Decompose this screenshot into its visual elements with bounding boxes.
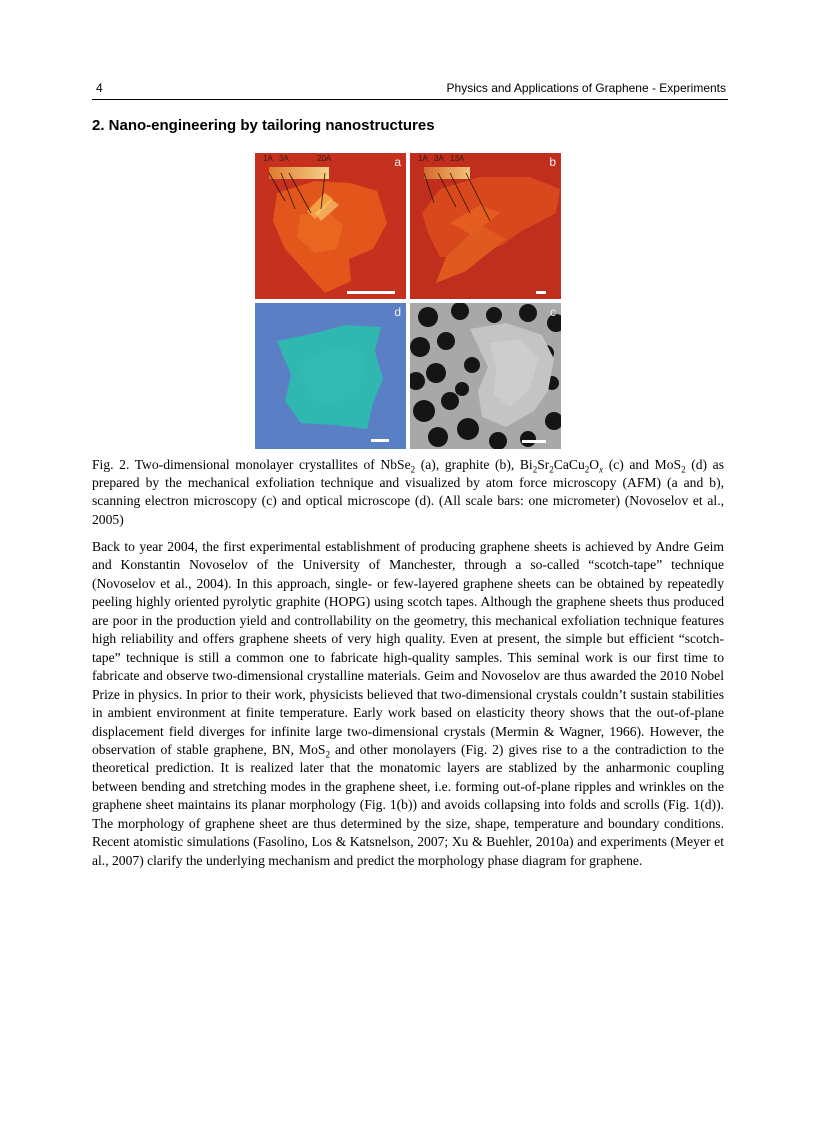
caption-text: Sr (537, 457, 550, 472)
section-title: 2. Nano-engineering by tailoring nanostructures (92, 117, 435, 134)
afm-image-a (255, 153, 406, 299)
body-paragraph (92, 538, 724, 870)
figure-2 (255, 153, 561, 449)
scale-tick-label: 3A (434, 154, 444, 163)
caption-text: (d) as prepared by the mechanical exfoliation technique and visualized by atom force microscopy (AFM) (a and b), scanning electron microscopy (c) and optical microscope (d). (All scale bars: one micrometer) (Novoselov et al., 2005) (92, 457, 724, 527)
afm-image-b (410, 153, 561, 299)
scale-tick-label: 20A (317, 154, 332, 163)
figure-caption (92, 456, 724, 529)
scale-bar (522, 440, 546, 443)
scale-tick-label: 1A (418, 154, 428, 163)
caption-text: CaCu (553, 457, 585, 472)
paragraph-text: and other monolayers (Fig. 2) gives rise to a the contradiction to the theoretical prediction. It is realized later that the monatomic layers are stablized by the anharmonic coupling between bending and stretching modes in the graphene sheet, i.e. forming out-of-plane ripples and wrinkles on the graphene sheet maintains its planar morphology (Fig. 1(b)) and avoids collapsing into folds and scrolls (Fig. 1(d)). The morphology of graphene sheet are thus determined by the size, shape, temperature and boundary conditions. Recent atomistic simulations (Fasolino, Los & Katsnelson, 2007; Xu & Buehler, 2010a) and experiments (Meyer et al., 2007) clarify the underlying mechanism and predict the morphology phase diagram for graphene. (92, 741, 724, 868)
caption-subscript: 2 (549, 464, 554, 475)
caption-text: (c) and MoS (603, 457, 682, 472)
sem-image-c (410, 303, 561, 449)
optical-image-d (255, 303, 406, 449)
panel-d-optical-image (255, 303, 406, 449)
scale-bar (347, 291, 395, 294)
caption-subscript: 2 (532, 464, 538, 475)
panel-label: a (394, 155, 401, 169)
scale-bar (371, 439, 389, 442)
scale-bar (536, 291, 546, 294)
panel-label: b (549, 155, 556, 169)
page-number: 4 (96, 81, 103, 95)
caption-subscript: 2 (584, 464, 590, 475)
panel-b-afm-image (410, 153, 561, 299)
panel-c-sem-image (410, 303, 561, 449)
panel-a-afm-image (255, 153, 406, 299)
paragraph-subscript: 2 (325, 749, 330, 760)
panel-label: c (550, 305, 556, 319)
caption-subscript: x (599, 464, 604, 475)
scale-tick-label: 3A (279, 154, 289, 163)
caption-text: Fig. 2. Two-dimensional monolayer crystallites of NbSe (92, 457, 411, 472)
caption-text: O (589, 457, 600, 472)
caption-subscript: 2 (681, 464, 686, 475)
caption-text: (a), graphite (b), Bi (415, 457, 533, 472)
running-header (92, 80, 728, 100)
paragraph-text: Back to year 2004, the first experimental establishment of producing graphene sheets is achieved by Andre Geim and Konstantin Novoselov of the University of Manchester, through a so-called “scotch-tape” technique (Novoselov et al., 2004). In this approach, single- or few-layered graphene sheets can be obtained by repeatedly peeling highly oriented pyrolytic graphite (HOPG) using scotch tapes. Although the graphene sheets thus produced are poor in the production yield and controllability on the geometry, this mechanical exfoliation technique features high reliability and offers graphene sheets of very high quality. Even at present, the simple but efficient “scotch-tape” technique is still a common one to fabricate high-quality samples. This seminal work is our first time to fabricate and observe two-dimensional crystalline materials. Geim and Novoselov are thus awarded the 2010 Nobel Prize in physics. In prior to their work, physicists believed that two-dimensional crystals couldn’t sustain stabilities in ambient environment at finite temperature. Early work based on elasticity theory shows that the out-of-plane displacement field diverges for infinite large two-dimensional crystals (Mermin & Wagner, 1966). However, the observation of stable graphene, BN, MoS (92, 539, 724, 757)
scale-tick-label: 13A (450, 154, 465, 163)
panel-label: d (394, 305, 401, 319)
scale-tick-label: 1A (263, 154, 273, 163)
running-title: Physics and Applications of Graphene - Experiments (446, 81, 726, 95)
caption-subscript: 2 (410, 464, 416, 475)
